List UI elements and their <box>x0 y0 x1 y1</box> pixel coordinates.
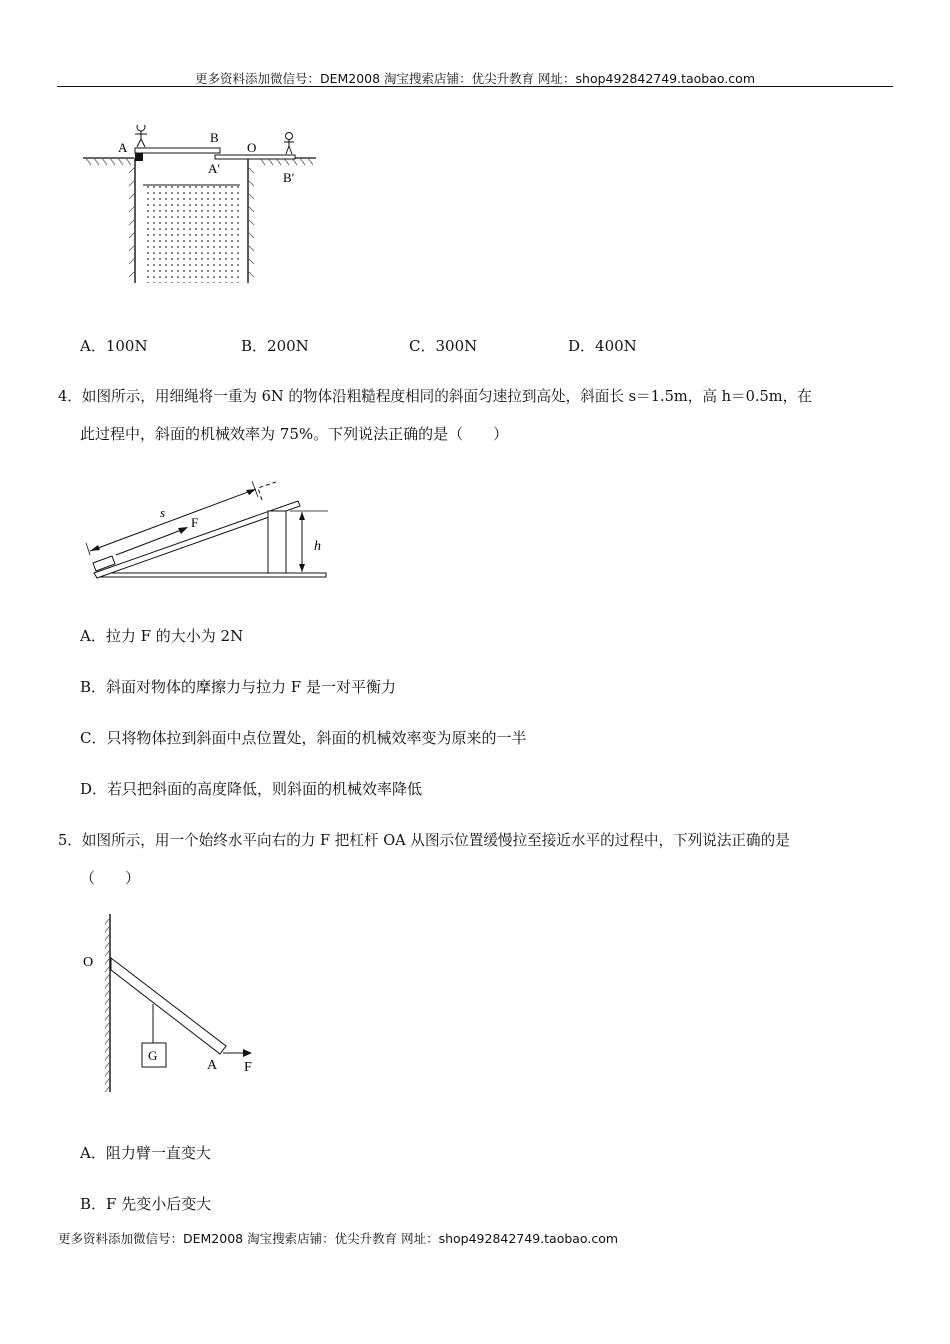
q3-figure <box>80 125 330 290</box>
q5-label-f: F <box>244 1060 252 1075</box>
q4-label-f: F <box>191 515 199 530</box>
q3-label-b: B <box>210 130 219 145</box>
q4-option-a: A．拉力 F 的大小为 2N <box>80 627 244 645</box>
q4-option-c: C．只将物体拉到斜面中点位置处，斜面的机械效率变为原来的一半 <box>80 729 527 747</box>
q3-option-a: A．100N <box>80 337 148 355</box>
q5-label-o: O <box>83 955 94 970</box>
q5-figure <box>80 912 270 1097</box>
q3-label-a: A <box>118 140 128 155</box>
page-footer: 更多资料添加微信号：DEM2008 淘宝搜索店铺：优尖升教育 网址：shop492842749.taobao.com <box>58 1231 619 1246</box>
page-header: 更多资料添加微信号：DEM2008 淘宝搜索店铺：优尖升教育 网址：shop492842749.taobao.com <box>194 71 756 86</box>
q5-label-a: A <box>207 1058 218 1073</box>
q5-stem-line1: 5．如图所示，用一个始终水平向右的力 F 把杠杆 OA 从图示位置缓慢拉至接近水平的过程中，下列说法正确的是 <box>58 832 790 849</box>
q5-option-b: B．F 先变小后变大 <box>80 1195 212 1213</box>
q3-option-c: C．300N <box>409 337 478 355</box>
q4-label-h: h <box>314 539 321 554</box>
q3-label-a-prime: A′ <box>208 161 221 176</box>
q4-option-b: B．斜面对物体的摩擦力与拉力 F 是一对平衡力 <box>80 678 396 696</box>
q4-option-d: D．若只把斜面的高度降低，则斜面的机械效率降低 <box>80 780 423 798</box>
q3-label-b-prime: B′ <box>283 170 295 185</box>
q5-label-g: G <box>148 1048 158 1063</box>
q4-stem-line2: 此过程中，斜面的机械效率为 75%。下列说法正确的是（ ） <box>80 425 509 443</box>
q3-label-o: O <box>247 140 257 155</box>
q4-stem-line1: 4．如图所示，用细绳将一重为 6N 的物体沿粗糙程度相同的斜面匀速拉到高处，斜面长 s＝1.5m，高 h＝0.5m，在 <box>58 388 812 405</box>
q3-option-d: D．400N <box>568 337 637 355</box>
header-divider <box>57 86 893 87</box>
q4-figure <box>78 475 333 585</box>
q3-option-b: B．200N <box>241 337 309 355</box>
q4-label-s: s <box>160 505 166 520</box>
q5-stem-line2: （ ） <box>80 869 141 887</box>
q5-option-a: A．阻力臂一直变大 <box>80 1144 211 1162</box>
